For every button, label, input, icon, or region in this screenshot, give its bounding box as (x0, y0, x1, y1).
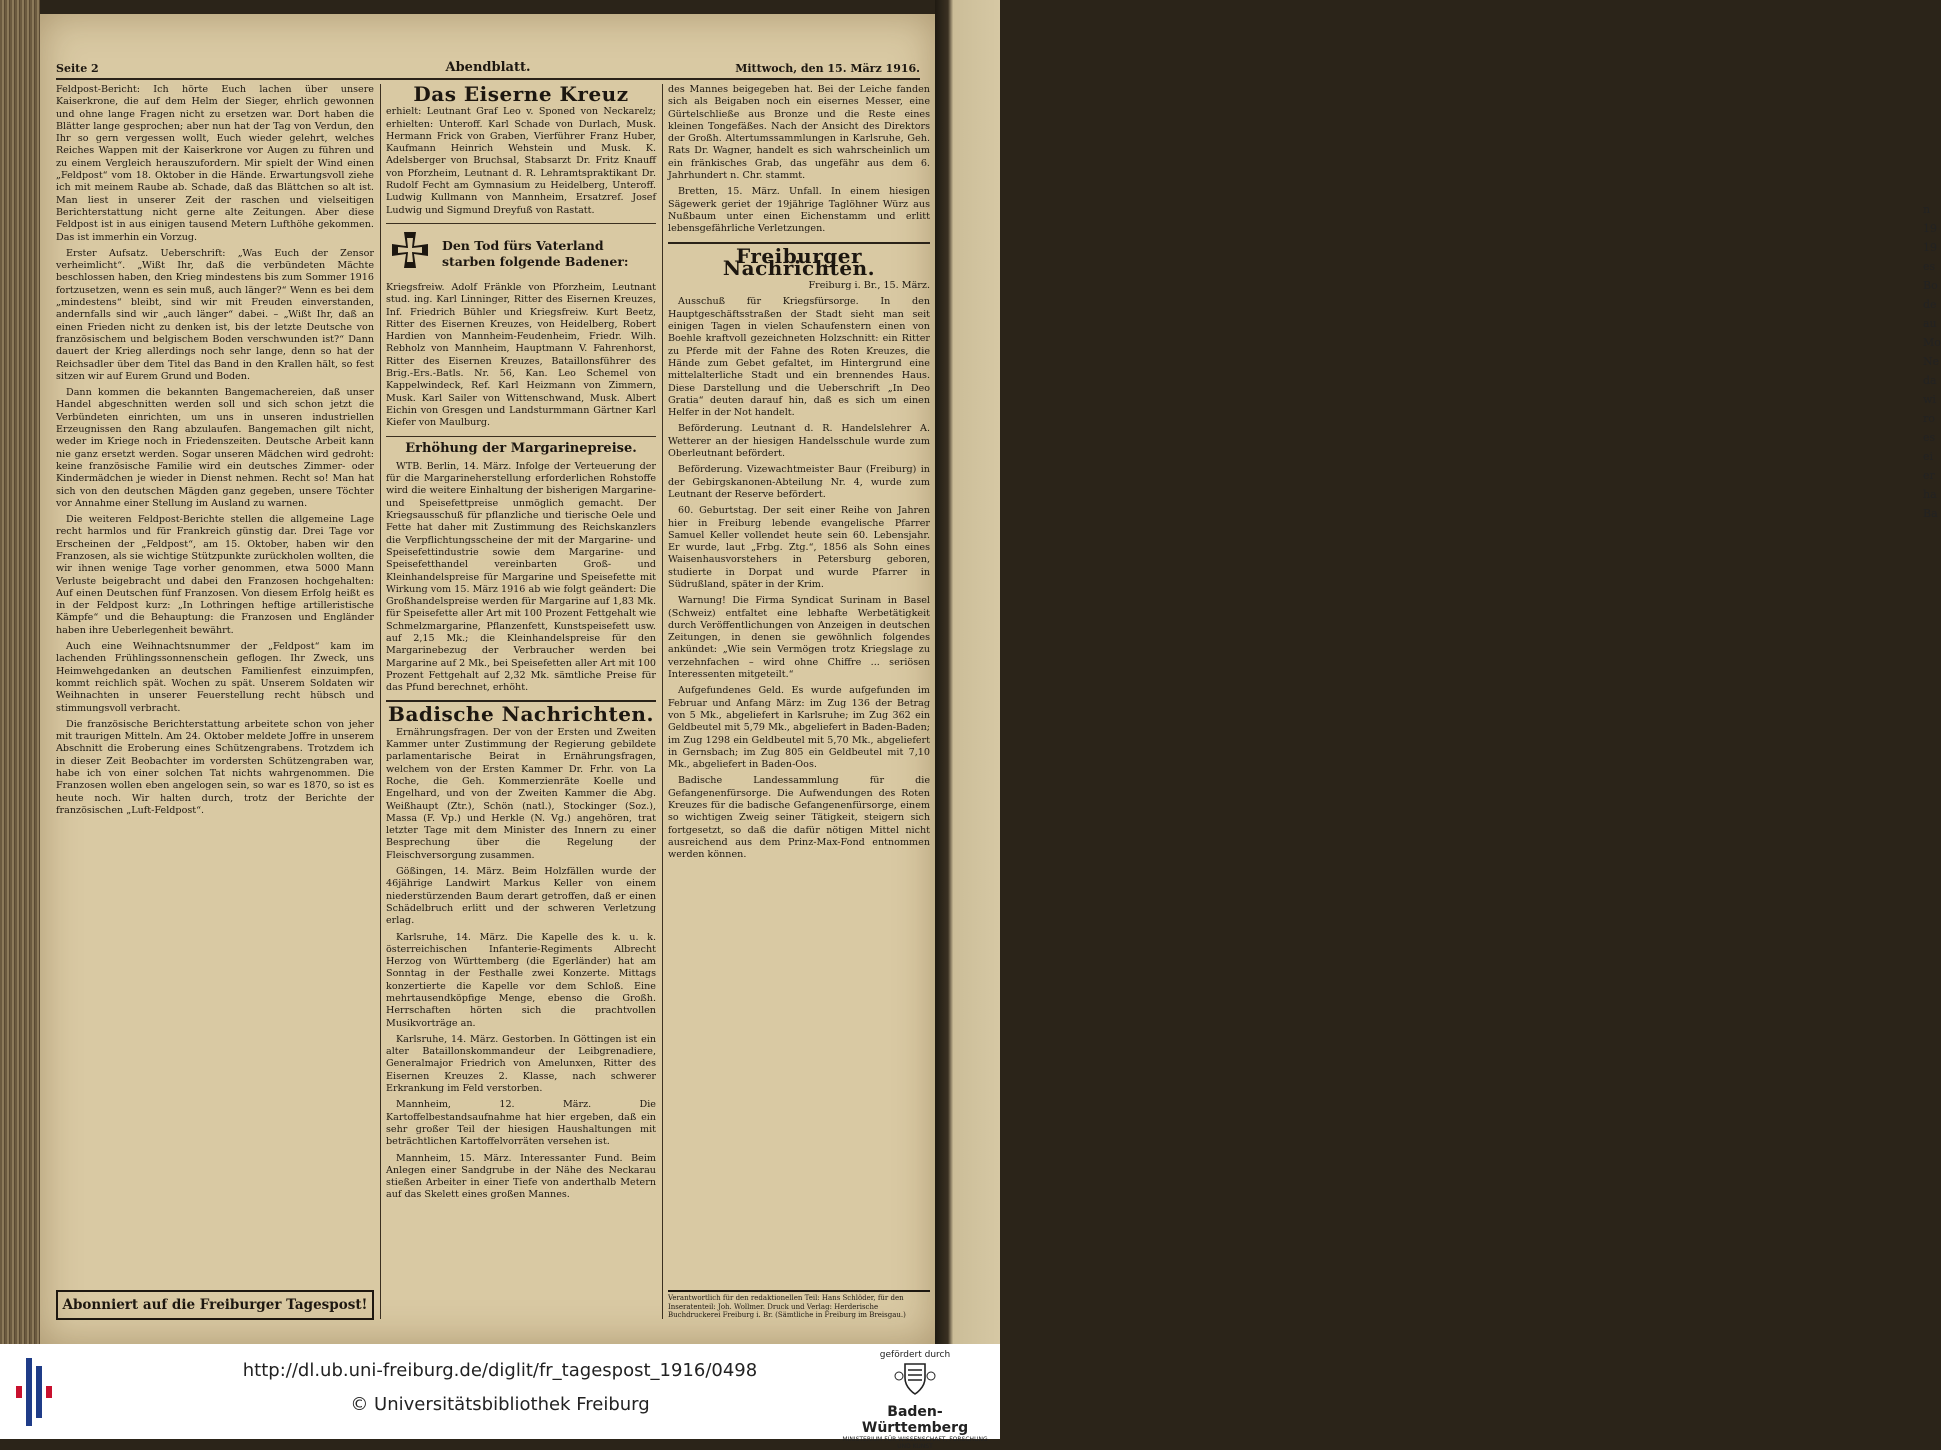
column-divider (380, 84, 381, 1319)
baden-news-item: Gößingen, 14. März. Beim Holzfällen wurde der 46jährige Landwirt Markus Keller von einem niederstürzenden Baum derart getroffen, daß er einen Schädelbruch erlitt und der schweren Verletzung erlag. (386, 866, 656, 927)
column-middle (386, 84, 656, 1206)
baden-news-heading: Badische Nachrichten. (388, 702, 654, 727)
next-page-fragment: ei (1923, 450, 1934, 463)
masthead (56, 60, 920, 80)
subscription-ad: Abonniert auf die Freiburger Tagespost! (56, 1290, 374, 1320)
next-page-edge (935, 0, 1941, 1344)
article-paragraph: Feldpost-Bericht: Ich hörte Euch lachen über unsere Kaiserkrone, die auf dem Helm der Sieger, ehrlich gewonnen und ohne lange Fragen nicht zu ersetzen war. Dort haben die Blätter lange gesprochen; aber nun hat der Tag von Verdun, den Ihr so gern vergessen wollt, Euch wieder gelehrt, welches Reiches Wappen mit der Kaiserkrone vor Augen zu führen und zu einem Vergleich herauszufordern. Mir spielt der Wind einen „Feldpost“ vom 18. Oktober in die Hände. Erwartungsvoll ziehe ich mit meinem Raube ab. Schade, daß das Blättchen so alt ist. Man liest in unserer Zeit der raschen und vielseitigen Berichterstattung nicht gerne alte Zeitungen. Aber diese Feldpost ist in aus einigen tausend Metern Lufthöhe gekommen. Das ist immerhin ein Vorzug. (56, 84, 374, 243)
next-page-fragment: ha (1923, 488, 1937, 501)
article-continuation: des Mannes beigegeben hat. Bei der Leiche fanden sich als Beigaben noch ein eisernes Messer, eine Gürtelschließe aus Bronze und die Reste eines kleinen Tongefäßes. Nach der Ansicht des Direktors der Großh. Altertumssammlungen in Karlsruhe, Geh. Rats Dr. Wagner, handelt es sich wahrscheinlich um ein fränkisches Grab, das ungefähr aus dem 6. Jahrhundert n. Chr. stammt. (668, 84, 930, 182)
next-page-fragment: es (1923, 260, 1936, 273)
bretten-item: Bretten, 15. März. Unfall. In einem hiesigen Sägewerk geriet der 19jährige Taglöhner Würz aus Nußbaum unter einen Eichenstamm und erlitt lebensgefährliche Verletzungen. (668, 186, 930, 235)
section-rule (386, 436, 656, 437)
column-right (668, 84, 930, 866)
edition-title: Abendblatt. (445, 60, 531, 75)
coat-of-arms-icon (893, 1360, 937, 1398)
baden-news-item: Ernährungsfragen. Der von der Ersten und Zweiten Kammer unter Zustimmung der Regierung gebildete parlamentarische Beirat in Ernährungsfragen, welchem von der Ersten Kammer Dr. Frhr. von La Roche, die Geh. Kommerzienräte Koelle und Engelhard, und von der Zweiten Kammer die Abg. Weißhaupt (Ztr.), Schön (natl.), Stockinger (Soz.), Massa (F. Vp.) und Herkle (N. Vg.) angehören, trat letzter Tage mit dem Minister des Innern zu einer Besprechung über die Regelung der Fleischversorgung zusammen. (386, 726, 656, 861)
freiburg-news-item: Ausschuß für Kriegsfürsorge. In den Hauptgeschäftsstraßen der Stadt sieht man seit einigen Tagen in vielen Schaufenstern einen von Boehle kraftvoll gezeichneten Holzschnitt: ein Ritter zu Pferde mit der Fahne des Roten Kreuzes, die Hände zum Gebet gefaltet, im Hintergrund eine mittelalterliche Stadt und ein brennendes Haus. Diese Darstellung und die Ueberschrift „In Deo Gratia“ deuten darauf hin, daß es sich um einen Helfer in der Not handelt. (668, 296, 930, 419)
next-page-fragment: Ne (1923, 355, 1940, 368)
next-page-fragment: da (1923, 374, 1937, 387)
viewer-footer (0, 1344, 1000, 1450)
iron-cross-icon (386, 230, 434, 278)
freiburg-news-item: Aufgefundenes Geld. Es wurde aufgefunden im Februar und Anfang März: im Zug 136 der Betrag von 5 Mk., abgeliefert in Karlsruhe; im Zug 362 ein Geldbeutel mit 5,79 Mk., abgeliefert in Baden-Baden; im Zug 1298 ein Geldbeutel mit 5,70 Mk., abgeliefert in Gernsbach; im Zug 805 ein Geldbeutel mit 7,10 Mk., abgeliefert in Baden-Oos. (668, 685, 930, 771)
freiburg-news-heading: Freiburger Nachrichten. (722, 243, 876, 280)
next-page-fragment: n (1923, 203, 1931, 216)
death-notice-list: Kriegsfreiw. Adolf Fränkle von Pforzheim, Leutnant stud. ing. Karl Linninger, Ritter des Eisernen Kreuzes, Inf. Friedrich Bühler und Kriegsfreiw. Kurt Beetz, Ritter des Eisernen Kreuzes, von Heidelberg, Robert Hardien von Mannheim-Feudenheim, Friedr. Wilh. Rebholz von Mannheim, Hauptmann V. Fahrenhorst, Ritter des Eisernen Kreuzes, Bataillonsführer des Brig.-Ers.-Batls. Nr. 56, Kan. Leo Schemel von Kappelwindeck, Ref. Karl Heizmann von Zimmern, Musk. Karl Sailer von Wittenschwand, Musk. Albert Eichin von Gresgen und Landsturmmann Gärtner Karl Kiefer von Maulburg. (386, 281, 656, 429)
next-page-fragment: de (1923, 298, 1937, 311)
next-page-fragment: 19 (1923, 222, 1937, 235)
next-page-fragments (1923, 200, 1941, 523)
copyright-notice: © Universitätsbibliothek Freiburg (350, 1394, 650, 1415)
freiburg-news-item: Beförderung. Vizewachtmeister Baur (Freiburg) in der Gebirgskanonen-Abteilung Nr. 4, wurde zum Leutnant der Reserve befördert. (668, 464, 930, 500)
next-page-fragment: Bo (1923, 279, 1938, 292)
sponsor-ministry: MINISTERIUM FÜR WISSENSCHAFT, FORSCHUNG UND KUNST (842, 1436, 988, 1450)
margarine-heading: Erhöhung der Margarinepreise. (405, 440, 637, 456)
sponsor-logo (835, 1350, 995, 1450)
section-rule (386, 223, 656, 224)
article-paragraph: Dann kommen die bekannten Bangemachereien, daß unser Handel abgeschnitten werden soll und sich schon jetzt die Verbündeten einrichten, um uns in unseren industriellen Erzeugnissen den Rang abzulaufen. Bangemachen gilt nicht, weder im Kriege noch in Friedenszeiten. Deutsche Arbeit kann nie ganz ersetzt werden. Sogar unseren Mädchen wird gedroht: keine französische Familie wird ein deutsches Zimmer- oder Kindermädchen je wieder in Dienst nehmen. Recht so! Man hat sich von den deutschen Mägden ganz gegeben, unsere Töchter vor Annahme einer Stellung im Ausland zu warnen. (56, 387, 374, 509)
sponsor-caption: gefördert durch (879, 1350, 951, 1360)
freiburg-news-item: 60. Geburtstag. Der seit einer Reihe von Jahren hier in Freiburg lebende evangelische Pfarrer Samuel Keller vollendet heute sein 60. Lebensjahr. Er wurde, laut „Frbg. Ztg.“, 1856 als Sohn eines Waisenhausvorstehers in Petersburg geboren, studierte in Dorpat und wurde Pfarrer in Südrußland, später in der Krim. (668, 505, 930, 590)
article-paragraph: Die weiteren Feldpost-Berichte stellen die allgemeine Lage recht harmlos und für Frankreich günstig dar. Drei Tage vor Erscheinen der „Feldpost“, am 15. Oktober, haben wir den Franzosen, als sie wichtige Stützpunkte zurückholen wollten, die wir ihnen wenige Tage vorher genommen, etwa 5000 Mann Verluste beigebracht und dabei den Franzosen hochgehalten: Auf einen Deutschen fünf Franzosen. Von diesem Erfolg heißt es in der Feldpost kurz: „In Lothringen heftige artilleristische Kämpfe“ und die Behauptung: die Franzosen und Engländer haben ihre Ueberlegenheit bewährt. (56, 514, 374, 636)
margarine-article: WTB. Berlin, 14. März. Infolge der Verteuerung der für die Margarineherstellung erforderlichen Rohstoffe wird die weitere Einhaltung der bisherigen Margarine- und Speisefettpreise unmöglich gemacht. Der Kriegsausschuß für pflanzliche und tierische Oele und Fette hat daher mit Zustimmung des Reichskanzlers die Verpflichtungsscheine der mit der Margarine- und Speisefettindustrie sowie dem Margarine- und Speisefetthandel vereinbarten Groß- und Kleinhandelspreise für Margarine und Speisefette mit Wirkung vom 15. März 1916 ab wie folgt geändert: Die Großhandelspreise werden für Margarine auf 1,83 Mk. für Speisefette aller Art mit 100 Prozent Fettgehalt wie Schmelzmargarine, Pflanzenfett, Kunstspeisefett usw. auf 2,15 Mk.; die Kleinhandelspreise für den Margarinebezug der Verbraucher werden bei Margarine auf 2 Mk., bei Speisefetten aller Art mit 100 Prozent Fettgehalt auf 2,32 Mk. sämtliche Preise für das Pfund berechnet, erhöht. (386, 460, 656, 694)
baden-news-item: Mannheim, 12. März. Die Kartoffelbestandsaufnahme hat hier ergeben, daß ein sehr großer Teil der hiesigen Haushaltungen mit beträchtlichen Kartoffelvorräten versehen ist. (386, 1099, 656, 1148)
permalink[interactable]: http://dl.ub.uni-freiburg.de/diglit/fr_tagespost_1916/0498 (242, 1360, 758, 1381)
iron-cross-heading: Das Eiserne Kreuz (413, 82, 629, 106)
freiburg-dateline: Freiburg i. Br., 15. März. (808, 280, 930, 292)
baden-news-item: Karlsruhe, 14. März. Die Kapelle des k. u. k. österreichischen Infanterie-Regiments Albrecht Herzog von Württemberg (die Egerländer) hat am Sonntag in der Festhalle zwei Konzerte. Mittags konzertierte die Kapelle vor dem Schloß. Eine mehrtausendköpfige Menge, ebenso die Großh. Herrschaften hörten sich die prachtvollen Musikvorträge an. (386, 931, 656, 1029)
next-page-fragment: 19 (1923, 241, 1937, 254)
death-notice-heading: Den Tod fürs Vaterland starben folgende Badener: (442, 237, 629, 269)
next-page-fragment: es (1923, 431, 1936, 444)
baden-news-item: Mannheim, 15. März. Interessanter Fund. Beim Anlegen einer Sandgrube in der Nähe des Neckarau stießen Arbeiter in einer Tiefe von anderthalb Metern auf das Skelett eines großen Mannes. (386, 1152, 656, 1201)
next-page-fragment: er (1923, 469, 1935, 482)
freiburg-news-item: Badische Landessammlung für die Gefangenenfürsorge. Die Aufwendungen des Roten Kreuzes für die badische Gefangenenfürsorge, einem so wichtigen Zweig seiner Tätigkeit, steigern sich fortgesetzt, so daß die dafür nötigen Mittel nicht ausreichend aus dem Prinz-Max-Fond entnommen werden können. (668, 775, 930, 861)
next-page-fragment: au (1923, 317, 1937, 330)
page-number: Seite 2 (56, 62, 99, 75)
article-paragraph: Die französische Berichterstattung arbeitete schon von jeher mit traurigen Mitteln. Am 24. Oktober meldete Joffre in unserem Abschnitt die Eroberung eines Schützengrabens. Trotzdem ich in dieser Zeit Beobachter im vordersten Schützengraben war, habe ich von einer solchen Tat nichts wahrgenommen. Die Franzosen wollen eben angelogen sein, so war es 1870, so ist es heute noch. Wir halten durch, trotz der Berichte der französischen „Luft-Feldpost“. (56, 718, 374, 816)
article-paragraph: Erster Aufsatz. Ueberschrift: „Was Euch der Zensor verheimlicht“. „Wißt Ihr, daß die verbündeten Mächte beschlossen haben, den Krieg mindestens bis zum Sommer 1916 fortzusetzen, wenn es sein muß, auch länger?“ Wenn es bei dem „mindestens“ bleibt, sind wir mit Freuden einverstanden, andernfalls sind wir „auch länger“ dabei. – „Wißt Ihr, daß an einen Frieden nicht zu denken ist, bis der letzte Deutsche von französischem und belgischem Boden verschwunden ist?“ Dann dauert der Krieg allerdings noch sehr lange, denn so hat der Reichsadler über dem Titel das Band in den Krallen hält, so fest sitzen wir auf Eurem Grund und Boden. (56, 247, 374, 382)
next-page-fragment: Ba (1923, 507, 1938, 520)
freiburg-news-item: Warnung! Die Firma Syndicat Surinam in Basel (Schweiz) entfaltet eine lebhafte Werbetätigkeit durch Veröffentlichungen von Anzeigen in deutschen Zeitungen, in denen sie gewöhnlich folgendes ankündet: „Wie sein Vermögen trotz Kriegslage zu verzehnfachen – wird ohne Chiffre ... seriösen Interessenten mitgeteilt.“ (668, 595, 930, 681)
imprint: Verantwortlich für den redaktionellen Teil: Hans Schlöder, für den Inseratenteil: Joh. Wollmer. Druck und Verlag: Herderische Buchdruckerei Freiburg i. Br. (Sämtliche in Freiburg im Breisgau.) (668, 1290, 930, 1320)
column-divider (662, 84, 663, 1319)
iron-cross-list: erhielt: Leutnant Graf Leo v. Sponed von Neckarelz; erhielten: Unteroff. Karl Schade von Durlach, Musk. Hermann Frick von Graben, Vierführer Franz Huber, Kaufmann Heinrich Wehstein und Musk. K. Adelsberger von Bruchsal, Stabsarzt Dr. Fritz Knauff von Pforzheim, Leutnant d. R. Lehramtspraktikant Dr. Rudolf Fecht am Gymnasium zu Heidelberg, Unteroff. Ludwig Kullmann von Mannheim, Ersatzref. Josef Ludwig und Sigmund Dreyfuß von Rastatt. (386, 106, 656, 216)
death-notice-header (386, 230, 656, 278)
issue-date: Mittwoch, den 15. März 1916. (735, 62, 920, 75)
column-left (56, 84, 374, 821)
baden-news-item: Karlsruhe, 14. März. Gestorben. In Göttingen ist ein alter Bataillonskommandeur der Leibgrenadiere, Generalmajor Friedrich von Amelunxen, Ritter des Eisernen Kreuzes 2. Klasse, nach schwerer Erkrankung im Feld verstorben. (386, 1033, 656, 1095)
article-paragraph: Auch eine Weihnachtsnummer der „Feldpost“ kam im lachenden Frühlingssonnenschein geflogen. Ihr Zweck, uns Heimwehgedanken an deutschen Familienfest einzuimpfen, kommt reichlich spät. Wochen zu spät. Unserem Soldaten wir Weihnachten in unserer Feuerstellung recht hübsch und stimmungsvoll verbracht. (56, 641, 374, 714)
sponsor-name: Baden-Württemberg (861, 1404, 969, 1436)
next-page-fragment: Mo (1923, 336, 1941, 349)
page-stack-edge (0, 0, 40, 1344)
next-page-fragment: ro (1923, 412, 1935, 425)
next-page-fragment: wi (1923, 393, 1936, 406)
freiburg-news-item: Beförderung. Leutnant d. R. Handelslehrer A. Wetterer an der hiesigen Handelsschule wurde zum Oberleutnant befördert. (668, 423, 930, 460)
